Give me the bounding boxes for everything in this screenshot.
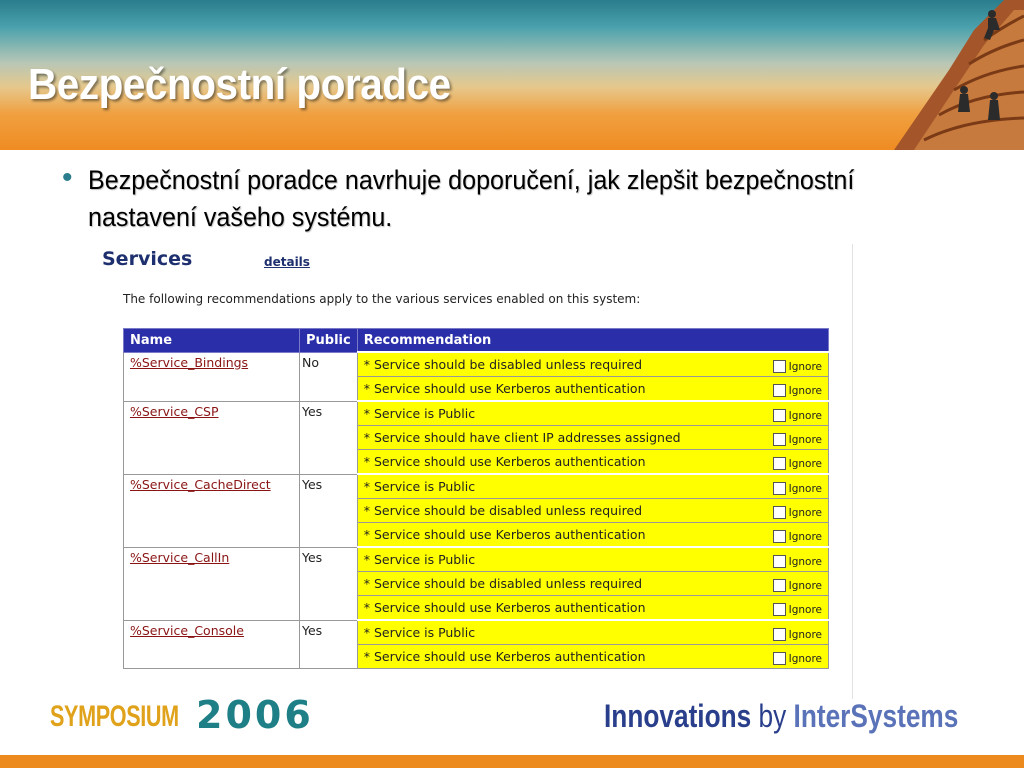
service-link[interactable]: %Service_Console [130,622,244,638]
ignore-label: Ignore [788,530,822,543]
service-link[interactable]: %Service_CSP [130,403,219,419]
ignore-checkbox[interactable] [773,579,822,592]
checkbox-icon[interactable] [773,457,786,470]
recommendation-text: * Service should have client IP addresses assigned [363,430,681,445]
recommendation-text: * Service is Public [363,552,476,567]
table-row [124,620,829,645]
recommendation-text: * Service is Public [363,406,476,421]
recommendation-text: * Service should use Kerberos authentication [363,527,646,542]
recommendation-text: * Service is Public [363,479,476,494]
recommendation-text: * Service should be disabled unless required [363,576,643,591]
ignore-checkbox[interactable] [773,482,822,495]
services-table-body [124,352,829,669]
checkbox-icon[interactable] [773,579,786,592]
recommendation-cell [357,523,828,548]
table-row [124,352,829,377]
checkbox-icon[interactable] [773,555,786,568]
checkbox-icon[interactable] [773,628,786,641]
recommendation-text: * Service should use Kerberos authentication [363,381,646,396]
service-public-cell: No [300,352,358,401]
recommendation-cell [357,499,828,523]
intersystems-logo [604,698,958,735]
service-name-cell [124,352,300,401]
recommendation-text: * Service should use Kerberos authentication [363,649,646,664]
services-intro: The following recommendations apply to the various services enabled on this system: [123,292,641,306]
checkbox-icon[interactable] [773,506,786,519]
table-row [124,474,829,499]
services-heading: Services [102,248,193,270]
ignore-label: Ignore [788,603,822,616]
column-header-name: Name [124,329,300,353]
recommendation-cell [357,352,828,377]
ignore-label: Ignore [788,506,822,519]
service-link[interactable]: %Service_CacheDirect [130,476,271,492]
service-link[interactable]: %Service_Bindings [130,354,249,370]
column-header-public: Public [300,329,358,353]
intersystems-text: InterSystems [793,698,959,734]
checkbox-icon[interactable] [773,482,786,495]
ignore-label: Ignore [788,457,822,470]
title-banner [0,0,1024,150]
checkbox-icon[interactable] [773,603,786,616]
ignore-checkbox[interactable] [773,555,822,568]
checkbox-icon[interactable] [773,409,786,422]
ignore-checkbox[interactable] [773,603,822,616]
recommendation-cell [357,401,828,426]
services-table [123,328,829,669]
ignore-checkbox[interactable] [773,506,822,519]
checkbox-icon[interactable] [773,433,786,446]
slide-title: Bezpečnostní poradce [28,60,451,109]
ignore-checkbox[interactable] [773,360,822,373]
recommendation-cell [357,426,828,450]
checkbox-icon[interactable] [773,652,786,665]
by-text: by [758,698,787,734]
ignore-checkbox[interactable] [773,457,822,470]
bullet-icon: • [62,161,73,194]
service-name-cell [124,547,300,620]
checkbox-icon[interactable] [773,360,786,373]
recommendation-cell [357,596,828,621]
recommendation-cell [357,474,828,499]
bottom-bar [0,755,1024,768]
service-name-cell [124,401,300,474]
table-row [124,547,829,572]
service-name-cell [124,474,300,547]
recommendation-cell [357,377,828,402]
recommendation-cell [357,547,828,572]
ignore-label: Ignore [788,628,822,641]
recommendation-text: * Service should be disabled unless required [363,503,643,518]
ignore-checkbox[interactable] [773,628,822,641]
column-header-recommendation: Recommendation [357,329,828,353]
ignore-checkbox[interactable] [773,433,822,446]
ignore-label: Ignore [788,360,822,373]
service-name-cell [124,620,300,669]
recommendation-cell [357,450,828,475]
services-screenshot [96,244,853,699]
checkbox-icon[interactable] [773,530,786,543]
ignore-label: Ignore [788,652,822,665]
ignore-label: Ignore [788,579,822,592]
ignore-label: Ignore [788,555,822,568]
ignore-label: Ignore [788,482,822,495]
ignore-checkbox[interactable] [773,530,822,543]
ignore-checkbox[interactable] [773,652,822,665]
recommendation-cell [357,572,828,596]
ignore-label: Ignore [788,409,822,422]
recommendation-text: * Service should use Kerberos authentication [363,454,646,469]
recommendation-cell [357,620,828,645]
recommendation-text: * Service is Public [363,625,476,640]
recommendation-text: * Service should use Kerberos authentication [363,600,646,615]
table-header-row [124,329,829,353]
symposium-year: 2006 [196,693,314,737]
ignore-label: Ignore [788,384,822,397]
checkbox-icon[interactable] [773,384,786,397]
climbers-mountain-image [854,0,1024,150]
service-public-cell: Yes [300,474,358,547]
innovations-text: Innovations [604,698,752,734]
recommendation-text: * Service should be disabled unless required [363,357,643,372]
table-row [124,401,829,426]
bullet-text: Bezpečnostní poradce navrhuje doporučení, jak zlepšit bezpečnostní nastavení vašeho systému. [88,165,855,232]
ignore-checkbox[interactable] [773,384,822,397]
ignore-label: Ignore [788,433,822,446]
service-public-cell: Yes [300,547,358,620]
service-public-cell: Yes [300,401,358,474]
details-link[interactable]: details [264,255,310,269]
ignore-checkbox[interactable] [773,409,822,422]
service-link[interactable]: %Service_CallIn [130,549,230,565]
recommendation-cell [357,645,828,669]
symposium-logo: SYMPOSIUM [50,700,179,733]
service-public-cell: Yes [300,620,358,669]
